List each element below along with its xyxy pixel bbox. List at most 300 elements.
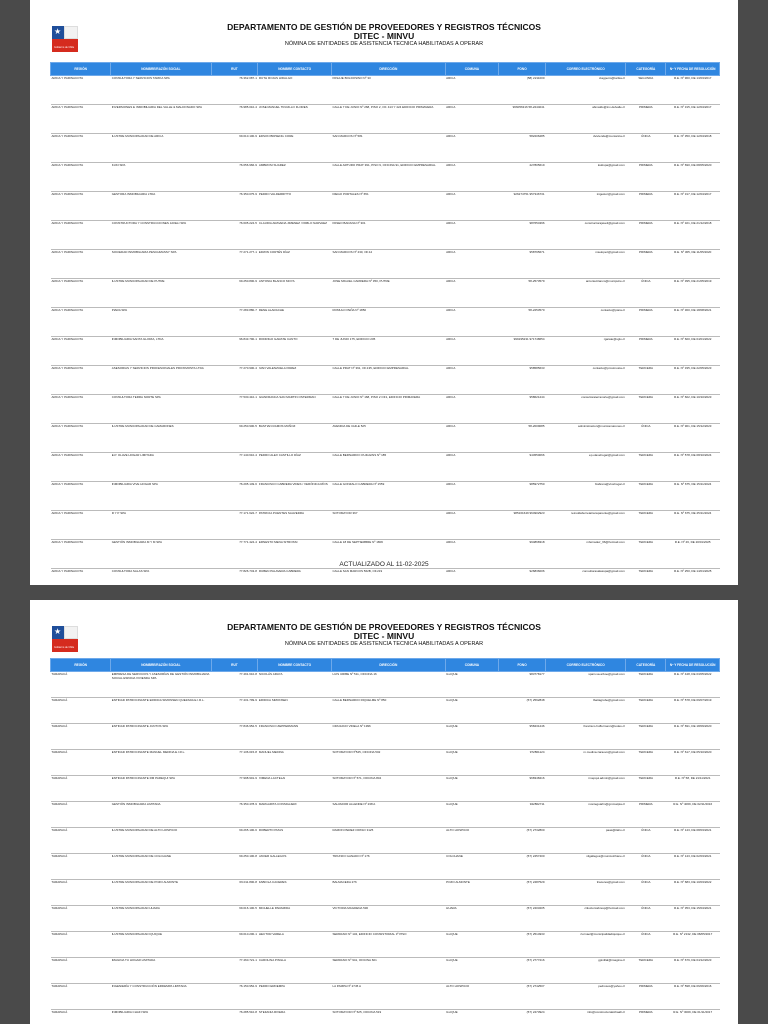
- table-row: [51, 984, 720, 1010]
- table-cell: kukispa@gmail.com: [546, 163, 626, 192]
- table-cell: 58-2253570: [499, 308, 546, 337]
- table-cell: HECTOR VARELA: [258, 932, 332, 958]
- table-cell: ILLIQUE: [445, 1010, 499, 1024]
- table-cell: STEFANIA RIVERA: [258, 1010, 332, 1024]
- table-cell: ENTIDAD PATROCINANTE MANUEL MEDINA E.I.R.L.: [111, 750, 211, 776]
- table-cell: 958621244: [499, 395, 546, 424]
- table-cell: ctagpeiro@tarika.cl: [546, 76, 626, 105]
- table-cell: ARICA: [445, 569, 499, 586]
- column-header: NOMBRE/RAZÓN SOCIAL: [111, 63, 211, 76]
- table-row: [51, 828, 720, 854]
- table-cell: 77.460.721-1: [211, 958, 258, 984]
- table-cell: ARICA Y PARINACOTA: [51, 366, 111, 395]
- table-cell: constructorajaveli@gmail.com: [546, 221, 626, 250]
- table-cell: 76.285.510-8: [211, 1010, 258, 1024]
- column-header: REGIÓN: [51, 63, 111, 76]
- table-cell: PEDRO ALEX CASTILLO DÍAZ: [258, 453, 332, 482]
- table-row: [51, 337, 720, 366]
- column-header: COMUNA: [445, 63, 499, 76]
- table-cell: R.E. Nº 617, DE 05/10/2020: [666, 750, 720, 776]
- table-cell: antonia.blanco@muniputre.cl: [546, 279, 626, 308]
- updated-date: ACTUALIZADO AL 11-02-2025: [339, 561, 429, 568]
- table-cell: TARAPACÁ: [51, 854, 111, 880]
- table-cell: INMOBILIARIA SANTA GLORIA, LTDA: [111, 337, 211, 366]
- table-cell: SOTOMAYOR 367: [331, 511, 445, 540]
- table-cell: ARICA Y PARINACOTA: [51, 250, 111, 279]
- table-row: [51, 698, 720, 724]
- table-cell: R.E. Nº 58, DE 21/11/2021: [666, 776, 720, 802]
- table-cell: ILLIQUE: [445, 932, 499, 958]
- document-title: DEPARTAMENTO DE GESTIÓN DE PROVEEDORES Y REGISTROS TÉCNICOS: [227, 22, 541, 32]
- column-header: RUT: [211, 659, 258, 672]
- table-cell: TERCERA: [626, 776, 666, 802]
- table-cell: gpinillal@imagina.cl: [546, 958, 626, 984]
- table-cell: m.medina.zaraovo@gmail.com: [546, 750, 626, 776]
- column-header: COMUNA: [445, 659, 499, 672]
- table-cell: ÚNICA: [626, 828, 666, 854]
- table-row: [51, 776, 720, 802]
- table-cell: JAVIER GALLEGOS: [258, 854, 332, 880]
- table-row: [51, 163, 720, 192]
- column-header: CORREO ELECTRÓNICO: [546, 659, 626, 672]
- table-cell: TARAPACÁ: [51, 932, 111, 958]
- table-cell: ARICA Y PARINACOTA: [51, 424, 111, 453]
- table-cell: 944550066: [499, 453, 546, 482]
- column-header: FONO: [499, 659, 546, 672]
- table-cell: 958795671: [499, 250, 546, 279]
- table-cell: 58-2009085: [499, 424, 546, 453]
- table-cell: SOCIEDAD INMOBILIARIA PESCHMASSY SPA: [111, 250, 211, 279]
- table-cell: 77.271.277-1: [211, 250, 258, 279]
- gobierno-logo: ★ Gobierno de Chile: [52, 626, 78, 652]
- table-cell: consultoraterranorte@gmail.com: [546, 395, 626, 424]
- table-cell: ANTONIA BLANCO MOYA: [258, 279, 332, 308]
- table-cell: R.E. Nº 679, DE 04/12/2023: [666, 958, 720, 984]
- table-cell: R.E. Nº 600, DE 04/01/2022: [666, 337, 720, 366]
- table-cell: 958431246: [499, 724, 546, 750]
- table-row: [51, 366, 720, 395]
- table-cell: ILLIQUE: [445, 672, 499, 698]
- table-cell: inigestor@gmail.com: [546, 192, 626, 221]
- table-cell: R Y P SPA: [111, 511, 211, 540]
- table-cell: contacto@proximosta.cl: [546, 366, 626, 395]
- table-cell: 77.530.410-1: [211, 395, 258, 424]
- table-cell: ROBERTO PIZAS: [258, 828, 332, 854]
- table-cell: SEGUNDA: [626, 76, 666, 105]
- table-cell: rtornaol@municipalidadiquique.cl: [546, 932, 626, 958]
- table-cell: 69.016.100-5: [211, 906, 258, 932]
- document-caption: NÓMINA DE ENTIDADES DE ASISTENCIA TECNICA HABILITADAS A OPERAR: [284, 41, 484, 47]
- table-cell: PRIMERA: [626, 337, 666, 366]
- table-cell: SAN MARCOS Nº 581: [331, 134, 445, 163]
- table-cell: PRIMERA: [626, 192, 666, 221]
- document-subtitle: DITEC - MINVU: [353, 31, 415, 41]
- table-cell: ROMULO PEÑA Nº 1850: [331, 308, 445, 337]
- table-cell: dvivienda@muniarica.cl: [546, 134, 626, 163]
- table-row: [51, 958, 720, 984]
- table-cell: R.E. Nº 335, DE 22/05/2023: [666, 366, 720, 395]
- table-cell: R.E. Nº 602, DE 10/10/2023: [666, 395, 720, 424]
- table-cell: 983778177: [499, 672, 546, 698]
- table-cell: R.E. Nº 691, DE 18/09/2020: [666, 724, 720, 750]
- table-cell: FRANCISCO ZEPPERMANN: [258, 724, 332, 750]
- column-header: CATEGORÍA: [626, 659, 666, 672]
- table-cell: mselopez@gmail.com: [546, 250, 626, 279]
- table-cell: LA PAMPA Nº 2745 A: [331, 984, 445, 1010]
- table-cell: CALLE ARTURO PRAT 391, PISO 9, OFICINA 91, EDIFICIO EMPRESARIAL: [331, 163, 445, 192]
- table-cell: ERIDICA SIMONSEN: [258, 698, 332, 724]
- table-cell: ÚNICA: [626, 424, 666, 453]
- table-cell: lbattagrobe@gmail.com: [546, 698, 626, 724]
- table-cell: TERCERA: [626, 511, 666, 540]
- table-cell: HUARA: [445, 906, 499, 932]
- table-row: [51, 221, 720, 250]
- table-cell: administracion@municamarones.cl: [546, 424, 626, 453]
- table-cell: NICOLÁS ARAYA: [258, 672, 332, 698]
- table-cell: ENTIDAD PATROCINANTE ERIDICA SIMONSEN QUEZADA E.I.R.L.: [111, 698, 211, 724]
- table-cell: RUTH ROJAS HIDALGO: [258, 76, 332, 105]
- table-cell: PRIMERA: [626, 984, 666, 1010]
- table-cell: ARICA: [445, 134, 499, 163]
- table-row: [51, 76, 720, 105]
- table-row: [51, 854, 720, 880]
- table-cell: ARICA Y PARINACOTA: [51, 540, 111, 569]
- table-row: [51, 192, 720, 221]
- table-row: [51, 424, 720, 453]
- table-cell: SAN MARCOS Nº 430, OF.12: [331, 250, 445, 279]
- table-cell: ARICA Y PARINACOTA: [51, 221, 111, 250]
- table-cell: POZO ALMONTE: [445, 880, 499, 906]
- table-cell: CALLE 7 DE JUNIO Nº 268, PISO 2, OF. 413 Y 424 EDIFICIO PRIMAVERA: [331, 105, 445, 134]
- table-cell: ÚNICA: [626, 880, 666, 906]
- table-cell: ARICA Y PARINACOTA: [51, 395, 111, 424]
- table-cell: consultorasalasspa@gmail.com: [546, 569, 626, 586]
- table-row: [51, 395, 720, 424]
- table-cell: (57) 2592848: [499, 698, 546, 724]
- table-cell: ILUSTRE MUNICIPALIDAD DE POZO ALMONTE: [111, 880, 211, 906]
- table-cell: DIEGO PORTALES Nº 651: [331, 192, 445, 221]
- table-cell: ILLIQUE: [445, 750, 499, 776]
- table-cell: TERCERA: [626, 958, 666, 984]
- table-cell: 999195231 971748654: [499, 337, 546, 366]
- table-cell: monteguiafm@gmmatpia.cl: [546, 802, 626, 828]
- table-cell: TERCERA: [626, 395, 666, 424]
- table-cell: MICHELLE PARAMIDA: [258, 906, 332, 932]
- table-cell: (57) 2473924: [499, 1010, 546, 1024]
- table-cell: ARICA: [445, 250, 499, 279]
- table-cell: R.E. Nº 143, DE 08/03/2021: [666, 828, 720, 854]
- table-cell: contacto@piara.cl: [546, 308, 626, 337]
- table-cell: TARAPACÁ: [51, 724, 111, 750]
- table-cell: ARICA Y PARINACOTA: [51, 76, 111, 105]
- table-cell: TERCERA: [626, 672, 666, 698]
- table-cell: R.E. Nº 675, DE 15/11/2024: [666, 482, 720, 511]
- table-cell: PASEO BADANA Nº 301: [331, 221, 445, 250]
- document-caption: NÓMINA DE ENTIDADES DE ASISTENCIA TECNICA HABILITADAS A OPERAR: [284, 641, 484, 647]
- table-cell: paas@ilaho.cl: [546, 828, 626, 854]
- table-cell: CONSULTORA TERRA NORTE SPA: [111, 395, 211, 424]
- table-cell: ARICA: [445, 366, 499, 395]
- table-cell: ARICA Y PARINACOTA: [51, 163, 111, 192]
- table-cell: AVENIDA DE CHILE 525: [331, 424, 445, 453]
- table-cell: 77.998.901-9: [211, 776, 258, 802]
- table-cell: rgarate@sglo.cl: [546, 337, 626, 366]
- table-cell: ARICA Y PARINACOTA: [51, 105, 111, 134]
- table-cell: BALMACEDA 276: [331, 880, 445, 906]
- table-cell: 77.140.610-4: [211, 453, 258, 482]
- column-header: Nº Y FECHA DE RESOLUCIÓN: [666, 659, 720, 672]
- gobierno-logo: ★ Gobierno de Chile: [52, 26, 78, 52]
- table-row: [51, 511, 720, 540]
- table-cell: 77.171.622-7: [211, 511, 258, 540]
- table-cell: R.E. Nº 578, DE 08/10/2024: [666, 453, 720, 482]
- table-cell: 77.846.952-5: [211, 724, 258, 750]
- table-cell: 58-2573579: [499, 279, 546, 308]
- table-cell: fcaceres@gmail.com: [546, 880, 626, 906]
- document-subtitle: DITEC - MINVU: [353, 631, 415, 641]
- table-cell: BASTIAN RAMOS MUÑOZ: [258, 424, 332, 453]
- table-cell: (57) 2742507: [499, 984, 546, 1010]
- table-cell: RODRIGO GARATE CANTO: [258, 337, 332, 366]
- table-cell: spain.sa.arboe@gmail.com: [546, 672, 626, 698]
- table-cell: RUBEN PALAVERA CABRERA: [258, 569, 332, 586]
- table-cell: CAROLINA PINILLA: [258, 958, 332, 984]
- table-cell: ILLIQUE: [445, 724, 499, 750]
- table-cell: R.E. Nº 578, DE 09/07/2019: [666, 698, 720, 724]
- table-cell: PRIMERA: [626, 163, 666, 192]
- table-cell: IMAGINA TU HOGAR LIMITADA: [111, 958, 211, 984]
- table-cell: PRIMERA: [626, 105, 666, 134]
- table-cell: ERNESTO MENA SITROSSI: [258, 540, 332, 569]
- table-cell: 582206285: [499, 134, 546, 163]
- table-cell: TERCERA: [626, 750, 666, 776]
- table-cell: TARAPACÁ: [51, 984, 111, 1010]
- table-cell: TARAPACÁ: [51, 880, 111, 906]
- table-cell: R.E. Nº 448, DE 03/05/2022: [666, 672, 720, 698]
- table-cell: 77.826.743-8: [211, 569, 258, 586]
- table-cell: ARICA Y PARINACOTA: [51, 308, 111, 337]
- table-cell: 76.605.224-5: [211, 221, 258, 250]
- table-cell: FRANCISCO CABRERA VIDES / VERÓNICA RÍOS: [258, 482, 332, 511]
- table-cell: rmepqui.admin@gmail.com: [546, 776, 626, 802]
- table-cell: CIRUJANO VIDELA Nº 1996: [331, 724, 445, 750]
- table-cell: PIARA SPA: [111, 308, 211, 337]
- table-cell: 958585633: [499, 366, 546, 395]
- table-cell: GIANFRANCA SAN MARTIN OSTERMAN: [258, 395, 332, 424]
- table-cell: MARGARITA CONSIGLIERI: [258, 802, 332, 828]
- table-cell: 77.771.424-4: [211, 540, 258, 569]
- table-cell: PRIMERA: [626, 802, 666, 828]
- table-cell: francisco.huffermann@todes.cl: [546, 724, 626, 750]
- column-header: Nº Y FECHA DE RESOLUCIÓN: [666, 63, 720, 76]
- table-cell: R.E. Nº 598, DE 06/06/2016: [666, 984, 720, 1010]
- table-cell: ARICA Y PARINACOTA: [51, 279, 111, 308]
- table-cell: EDSON BIRSENG CORE: [258, 134, 332, 163]
- table-cell: VICTORIA MAGDENA 530: [331, 906, 445, 932]
- table-cell: CALLE PRAT Nº 391, OF.135, EDIFICIO EMPRESARIAL: [331, 366, 445, 395]
- table-cell: 69.250.900-5: [211, 424, 258, 453]
- table-cell: IVAN VALENZUELA PAREZ: [258, 366, 332, 395]
- table-cell: ARICA: [445, 279, 499, 308]
- table-cell: 69.011.800-8: [211, 880, 258, 906]
- table-cell: XIMENA LACTELAI: [258, 776, 332, 802]
- table-cell: SOTOMAYOR Nº 525, OFICINA 519: [331, 1010, 445, 1024]
- table-cell: JOSE MANUEL TRUJILLO FLORES: [258, 105, 332, 134]
- table-cell: R.E. Nº 300, DE 18/08/2021: [666, 308, 720, 337]
- table-cell: INMOBILIARIA CHAFI SPA: [111, 1010, 211, 1024]
- table-cell: 69.010.100-9: [211, 134, 258, 163]
- table-cell: TARAPACÁ: [51, 776, 111, 802]
- table-cell: TARAPACÁ: [51, 828, 111, 854]
- document-page-1: [30, 0, 738, 585]
- table-cell: 76.295.149-6: [211, 482, 258, 511]
- table-cell: AMBROSI SUAREZ: [258, 163, 332, 192]
- table-cell: 994868318: [499, 540, 546, 569]
- table-cell: 926274751 957346731: [499, 192, 546, 221]
- table-cell: PEDRO ERDEMPA: [258, 984, 332, 1010]
- table-cell: mfernadez_66@hotmail.com: [546, 540, 626, 569]
- table-cell: COLCHANE: [445, 854, 499, 880]
- table-cell: 985972750: [499, 482, 546, 511]
- table-cell: ILLIQUE: [445, 802, 499, 828]
- table-cell: 966056316 58-2244041: [499, 105, 546, 134]
- table-cell: R.E. Nº 901, DE 15/12/2023: [666, 424, 720, 453]
- table-cell: CALLE SAN MARCOS 562B, OF.219: [331, 569, 445, 586]
- table-cell: ENTIDAD PATROCINANTE RM PAREQUI SPA: [111, 776, 211, 802]
- table-cell: LUIS URIBE Nº 511, OFICINA 16: [331, 672, 445, 698]
- table-cell: GESTIÓN INMOBILIARIA LIMITADA: [111, 802, 211, 828]
- table-cell: TERCERA: [626, 569, 666, 586]
- table-cell: R.E. Nº 395, DE 21/05/2019: [666, 279, 720, 308]
- table-cell: ARICA: [445, 482, 499, 511]
- table-cell: ARICA: [445, 511, 499, 540]
- table-cell: 926836006: [499, 569, 546, 586]
- table-cell: KUKI SPA: [111, 163, 211, 192]
- table-cell: R.E. Nº 321, DE 21/12/2018: [666, 221, 720, 250]
- table-cell: R.E. Nº 960, DE 13/03/2017: [666, 76, 720, 105]
- table-cell: 77.431.799-9: [211, 698, 258, 724]
- table-cell: 69.250.800-9: [211, 279, 258, 308]
- table-cell: CALLE BERNARDO O'HIGGINS Nº 185: [331, 453, 445, 482]
- table-cell: R.E. Nº 250, DE 14/01/2025: [666, 569, 720, 586]
- column-header: DIRECCIÓN: [331, 63, 445, 76]
- table-cell: ARICA Y PARINACOTA: [51, 134, 111, 163]
- table-cell: R.E. Nº 690, DE 08/05/2020: [666, 163, 720, 192]
- table-row: [51, 105, 720, 134]
- table-cell: GESTORA INMOBILIARIA LTDA: [111, 192, 211, 221]
- table-cell: (57) 2732800: [499, 828, 546, 854]
- table-cell: ARICA Y PARINACOTA: [51, 569, 111, 586]
- table-cell: ENTIDAD PATROCINANTE JUNTOS SPA: [111, 724, 211, 750]
- table-row: [51, 134, 720, 163]
- table-cell: TERCERA: [626, 540, 666, 569]
- table-cell: (57) 2487529: [499, 880, 546, 906]
- table-cell: ARICA: [445, 221, 499, 250]
- table-cell: 76.150.952-9: [211, 984, 258, 1010]
- table-cell: ASESORIAS Y SERVICIOS PROFESIONALES PROXIMOSTA LTDA: [111, 366, 211, 395]
- column-header: DIRECCIÓN: [331, 659, 445, 672]
- document-page-2: [30, 600, 738, 1024]
- table-cell: ÚNICA: [626, 134, 666, 163]
- table-cell: SOTOMAYOR Nº 571, OFICINA 804: [331, 776, 445, 802]
- table-cell: FABIOLA CACERES: [258, 880, 332, 906]
- table-cell: RENE ALARACHE: [258, 308, 332, 337]
- table-cell: CALLE GONZALO CABRERA Nº 1559: [331, 482, 445, 511]
- table-cell: TERCERA: [626, 453, 666, 482]
- table-cell: 69.265.100-6: [211, 828, 258, 854]
- table-row: [51, 906, 720, 932]
- table-cell: 987654396: [499, 221, 546, 250]
- table-row: [51, 802, 720, 828]
- table-cell: ARICA: [445, 424, 499, 453]
- table-cell: 76.350.075-9: [211, 192, 258, 221]
- table-cell: (57) 2514933: [499, 932, 546, 958]
- table-cell: INGENIERÍA Y CONSTRUCCIÓN ERDEMPA LIMITADA: [111, 984, 211, 1010]
- table-cell: EMPRESA DE SERVICIOS Y ASESORÍAS DE GESTIÓN INMOBILIARIA SOCIAL ESPANA VIVIENDA SPA: [111, 672, 211, 698]
- table-cell: vilgallegos@municolchane.cl: [546, 854, 626, 880]
- table-cell: ARICA: [445, 337, 499, 366]
- table-cell: TARAPACÁ: [51, 750, 111, 776]
- table-cell: PRIMERA: [626, 308, 666, 337]
- table-cell: TERCERA: [626, 724, 666, 750]
- table-cell: ILLIQUE: [445, 776, 499, 802]
- table-cell: PRIMERA: [626, 1010, 666, 1024]
- table-cell: ARICA: [445, 163, 499, 192]
- table-cell: ALTO HOSPICIO: [445, 828, 499, 854]
- table-cell: R.E. Nº 350, DE 12/04/2018: [666, 134, 720, 163]
- table-row: [51, 250, 720, 279]
- table-row: [51, 569, 720, 586]
- table-row: [51, 1010, 720, 1024]
- table-cell: 77.283.880-7: [211, 308, 258, 337]
- table-cell: TRIUNFO GANADO Nº 176: [331, 854, 445, 880]
- table-cell: 77.136.015-8: [211, 750, 258, 776]
- table-cell: ÚNICA: [626, 854, 666, 880]
- table-cell: 985161649 964902923: [499, 511, 546, 540]
- table-cell: (57) 2403205: [499, 906, 546, 932]
- table-cell: ARICA Y PARINACOTA: [51, 337, 111, 366]
- table-cell: CONSULTORA Y SERVICIOS TARIKA SPA: [111, 76, 211, 105]
- table-cell: CALLE 7 DE JUNIO Nº 168, PISO 2 OF1, EDIFICIO PRIMAVERA: [331, 395, 445, 424]
- table-cell: ILUSTRE MUNICIPALIDAD DE CAMARONES: [111, 424, 211, 453]
- table-cell: ALTO HOSPICIO: [445, 984, 499, 1010]
- table-cell: 77.491.610-8: [211, 672, 258, 698]
- table-cell: MANUEL MEDINA: [258, 750, 332, 776]
- table-cell: PATRICIA PUENTES SAAVEDRA: [258, 511, 332, 540]
- table-cell: 96.843.790-1: [211, 337, 258, 366]
- table-cell: TERCERA: [626, 366, 666, 395]
- table-cell: ARICA Y PARINACOTA: [51, 511, 111, 540]
- table-cell: GESTIÓN INMOBILIARIA M Y M SPA: [111, 540, 211, 569]
- table-cell: info@constructorakichaafi.cl: [546, 1010, 626, 1024]
- table-cell: R.E. Nº 353, DE 15/04/2021: [666, 906, 720, 932]
- table-cell: 7 DE JUNIO 175, EDIFICIO 205: [331, 337, 445, 366]
- table-cell: R.E. Nº 305, DE 11/05/2020: [666, 250, 720, 279]
- table-cell: 76.656.966-9: [211, 163, 258, 192]
- column-header: FONO: [499, 63, 546, 76]
- entities-table: [50, 658, 720, 1024]
- table-cell: (57) 2777216: [499, 958, 546, 984]
- table-cell: ARICA: [445, 453, 499, 482]
- column-header: NOMBRE/RAZÓN SOCIAL: [111, 659, 211, 672]
- table-row: [51, 724, 720, 750]
- table-cell: SERRANO Nº 941, OFICINA 601: [331, 958, 445, 984]
- column-header: RUT: [211, 63, 258, 76]
- table-cell: ep.olavehogar@gmail.com: [546, 453, 626, 482]
- table-row: [51, 880, 720, 906]
- table-cell: citiuctorcabresp@hotmail.com: [546, 906, 626, 932]
- table-cell: SALVADOR ALLENDE Nº 238 A: [331, 802, 445, 828]
